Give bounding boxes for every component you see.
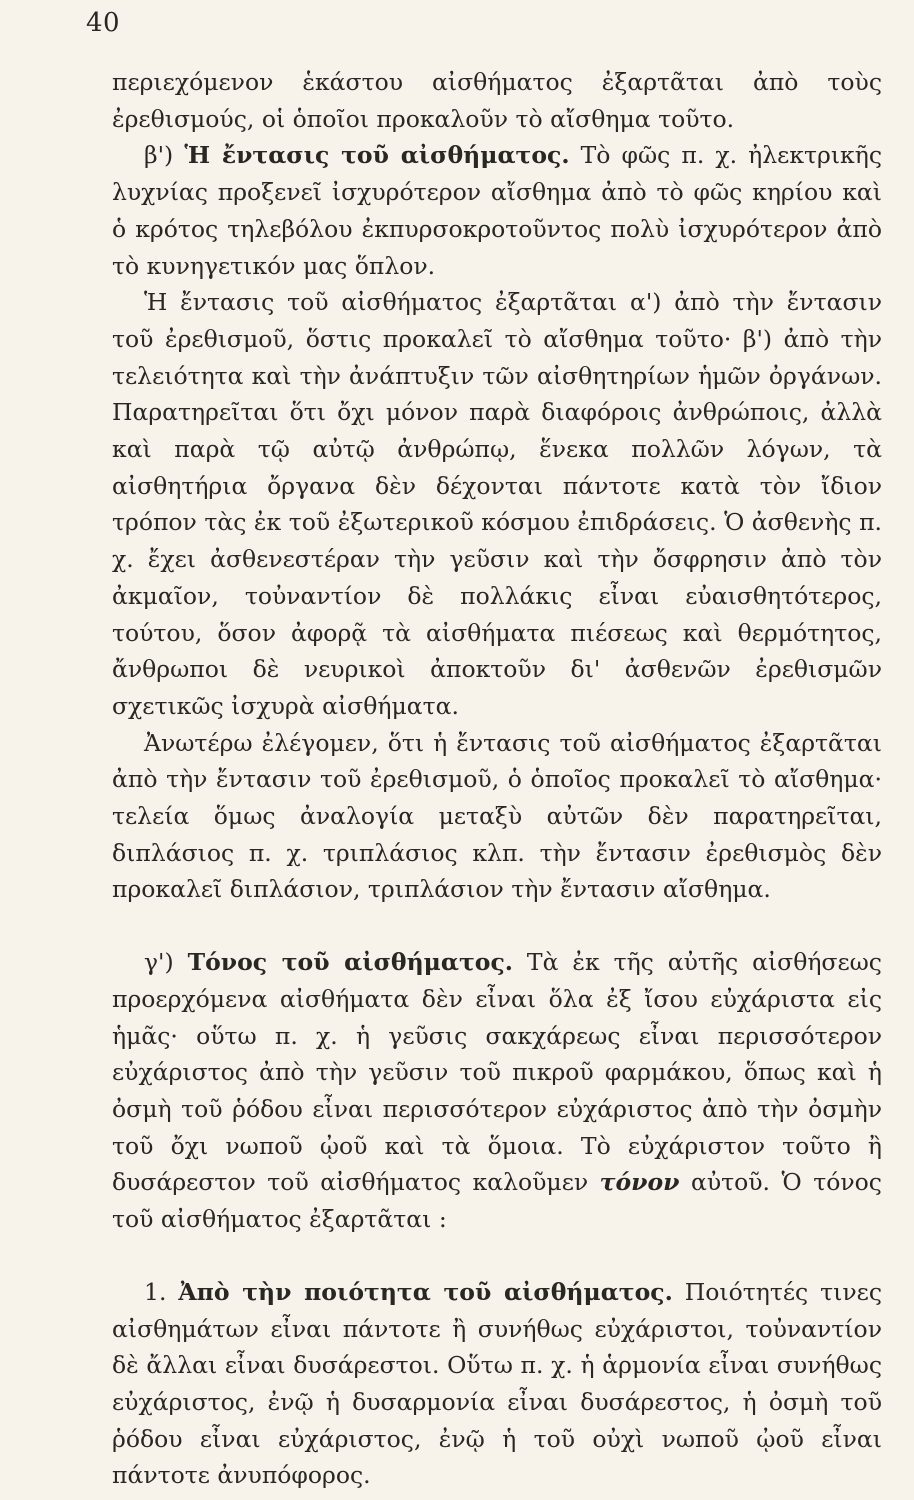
- section-tone: [112, 944, 882, 1238]
- paragraph-intensity-factors: [112, 284, 882, 724]
- section-label: β'): [144, 141, 174, 170]
- section-intensity: [112, 137, 882, 284]
- page-number: 40: [86, 8, 121, 38]
- section-heading: Ἡ ἔντασις τοῦ αἰσθήματος.: [184, 141, 570, 170]
- subsection-quality: [112, 1274, 882, 1494]
- paragraph-text: Τὰ ἐκ τῆς αὐτῆς αἰσθήσεως προερχόμενα αἰσθήματα δὲν εἶναι ὅλα ἐξ ἴσου εὐχάριστα εἰς ἡμᾶς· οὕτω π. χ. ἡ γεῦσις σακχάρεως εἶναι περισσότερον εὐχάριστος ἀπὸ τὴν γεῦσιν τοῦ πικροῦ φαρμάκου, ὅπως καὶ ἡ ὀσμὴ τοῦ ῥόδου εἶναι περισσότερον εὐχάριστος ἀπὸ τὴν ὀσμὴν τοῦ ὄχι νωποῦ ᾠοῦ καὶ τὰ ὅμοια. Τὸ εὐχάριστον τοῦτο ἢ δυσάρεστον τοῦ αἰσθήματος καλοῦμεν: [112, 948, 882, 1197]
- paragraph-text: Ἡ ἔντασις τοῦ αἰσθήματος ἐξαρτᾶται α') ἀπὸ τὴν ἔντασιν τοῦ ἐρεθισμοῦ, ὅστις προκαλεῖ τὸ αἴσθημα τοῦτο· β') ἀπὸ τὴν τελειότητα καὶ τὴν ἀνάπτυξιν τῶν αἰσθητηρίων ἡμῶν ὀργάνων. Παρατηρεῖται ὅτι ὄχι μόνον παρὰ διαφόροις ἀνθρώποις, ἀλλὰ καὶ παρὰ τῷ αὐτῷ ἀνθρώπῳ, ἕνεκα πολλῶν λόγων, τὰ αἰσθητήρια ὄργανα δὲν δέχονται πάντοτε κατὰ τὸν ἴδιον τρόπον τὰς ἐκ τοῦ ἐξωτερικοῦ κόσμου ἐπιδράσεις. Ὁ ἀσθενὴς π. χ. ἔχει ἀσθενεστέραν τὴν γεῦσιν καὶ τὴν ὄσφρησιν ἀπὸ τὸν ἀκμαῖον, τοὐναντίον δὲ πολλάκις εἶναι εὐαισθητότερος, τούτου, ὅσον ἀφορᾷ τὰ αἰσθήματα πιέσεως καὶ θερμότητος, ἄνθρωποι δὲ νευρικοὶ ἀποκτοῦν δι' ἀσθενῶν ἐρεθισμῶν σχετικῶς ἰσχυρὰ αἰσθήματα.: [112, 288, 882, 720]
- paragraph-text: περιεχόμενον ἑκάστου αἰσθήματος ἐξαρτᾶται ἀπὸ τοὺς ἐρεθισμούς, οἱ ὁποῖοι προκαλοῦν τὸ αἴσθημα τοῦτο.: [112, 68, 882, 133]
- paragraph-continuation: [112, 64, 882, 137]
- subsection-heading: Ἀπὸ τὴν ποιότητα τοῦ αἰσθήματος.: [178, 1277, 673, 1306]
- section-heading: Τόνος τοῦ αἰσθήματος.: [187, 948, 513, 977]
- paragraph-text: Ποιότητές τινες αἰσθημάτων εἶναι πάντοτε ἢ συνήθως εὐχάριστοι, τοὐναντίον δὲ ἄλλαι εἶναι δυσάρεστοι. Οὕτω π. χ. ἡ ἁρμονία εἶναι συνήθως εὐχάριστος, ἐνῷ ἡ δυσαρμονία εἶναι δυσάρεστος, ἡ ὀσμὴ τοῦ ῥόδου εἶναι εὐχάριστος, ἐνῷ ἡ τοῦ οὐχὶ νωποῦ ᾠοῦ εἶναι πάντοτε ἀνυπόφορος.: [112, 1277, 882, 1490]
- paragraph-text: Τὸ φῶς π. χ. ἠλεκτρικῆς λυχνίας προξενεῖ ἰσχυρότερον αἴσθημα ἀπὸ τὸ φῶς κηρίου καὶ ὁ κρότος τηλεβόλου ἐκπυρσοκροτοῦντος πολὺ ἰσχυρότερον ἀπὸ τὸ κυνηγετικόν μας ὅπλον.: [112, 141, 882, 280]
- page-body: [112, 64, 882, 1494]
- section-label: γ'): [144, 948, 174, 977]
- emphasized-term: τόνον: [599, 1168, 680, 1197]
- paragraph-intensity-ratio: [112, 725, 882, 909]
- paragraph-text: Ἀνωτέρω ἐλέγομεν, ὅτι ἡ ἔντασις τοῦ αἰσθήματος ἐξαρτᾶται ἀπὸ τὴν ἔντασιν τοῦ ἐρεθισμοῦ, ὁ ὁποῖος προκαλεῖ τὸ αἴσθημα· τελεία ὅμως ἀναλογία μεταξὺ αὐτῶν δὲν παρατηρεῖται, διπλάσιος π. χ. τριπλάσιος κλπ. τὴν ἔντασιν ἐρεθισμὸς δὲν προκαλεῖ διπλάσιον, τριπλάσιον τὴν ἔντασιν αἴσθημα.: [112, 728, 882, 904]
- subsection-number: 1.: [144, 1277, 167, 1306]
- paragraph-text: αὐτοῦ. Ὁ τόνος τοῦ αἰσθήματος ἐξαρτᾶται :: [112, 1168, 882, 1234]
